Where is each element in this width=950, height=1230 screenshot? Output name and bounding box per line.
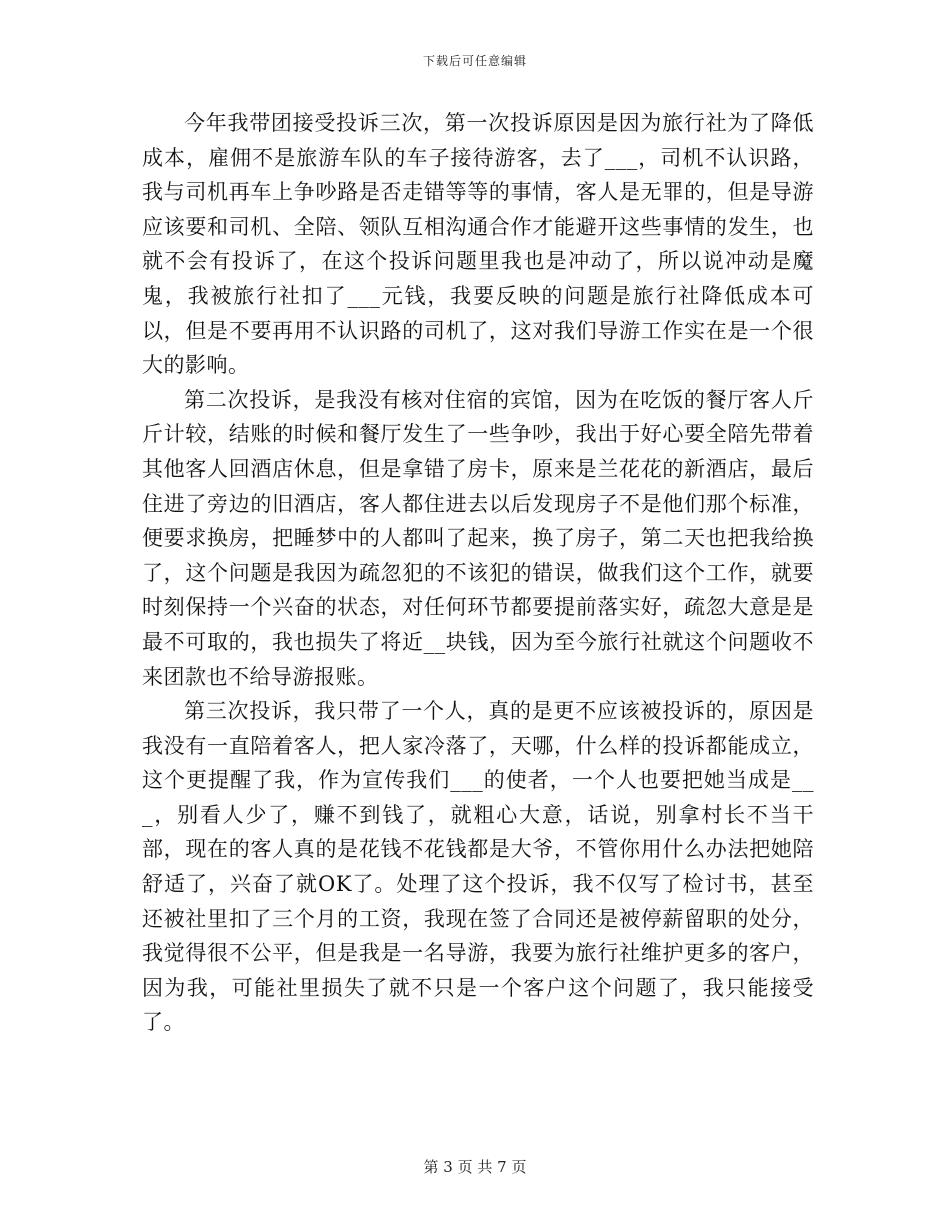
paragraph-complaint-1: 今年我带团接受投诉三次，第一次投诉原因是因为旅行社为了降低成本，雇佣不是旅游车队的车子接待游客，去了___，司机不认识路，我与司机再车上争吵路是否走错等等的事情，客人是无罪的，但是导游应该要和司机、全陪、领队互相沟通合作才能避开这些事情的发生，也就不会有投诉了，在这个投诉问题里我也是冲动了，所以说冲动是魔鬼，我被旅行社扣了___元钱，我要反映的问题是旅行社降低成本可以，但是不要再用不认识路的司机了，这对我们导游工作实在是一个很大的影响。 (142, 111, 814, 378)
document-body (142, 106, 814, 1040)
page-header: 下载后可任意编辑 (422, 54, 527, 68)
paragraph-complaint-2: 第二次投诉，是我没有核对住宿的宾馆，因为在吃饭的餐厅客人斤斤计较，结账的时候和餐厅发生了一些争吵，我出于好心要全陪先带着其他客人回酒店休息，但是拿错了房卡，原来是兰花花的新酒店，最后住进了旁边的旧酒店，客人都住进去以后发现房子不是他们那个标准，便要求换房，把睡梦中的人都叫了起来，换了房子，第二天也把我给换了，这个问题是我因为疏忽犯的不该犯的错误，做我们这个工作，就要时刻保持一个兴奋的状态，对任何环节都要提前落实好，疏忽大意是是最不可取的，我也损失了将近__块钱，因为至今旅行社就这个问题收不来团款也不给导游报账。 (142, 387, 814, 689)
paragraph-complaint-3: 第三次投诉，我只带了一个人，真的是更不应该被投诉的，原因是我没有一直陪着客人，把人家冷落了，天哪，什么样的投诉都能成立，这个更提醒了我，作为宣传我们___的使者，一个人也要把她当成是___，别看人少了，赚不到钱了，就粗心大意，话说，别拿村长不当干部，现在的客人真的是花钱不花钱都是大爷，不管你用什么办法把她陪舒适了，兴奋了就OK了。处理了这个投诉，我不仅写了检讨书，甚至还被社里扣了三个月的工资，我现在签了合同还是被停薪留职的处分，我觉得很不公平，但是我是一名导游，我要为旅行社维护更多的客户，因为我，可能社里损失了就不只是一个客户这个问题了，我只能接受了。 (142, 699, 814, 1035)
page-footer: 第 3 页 共 7 页 (423, 1158, 527, 1176)
